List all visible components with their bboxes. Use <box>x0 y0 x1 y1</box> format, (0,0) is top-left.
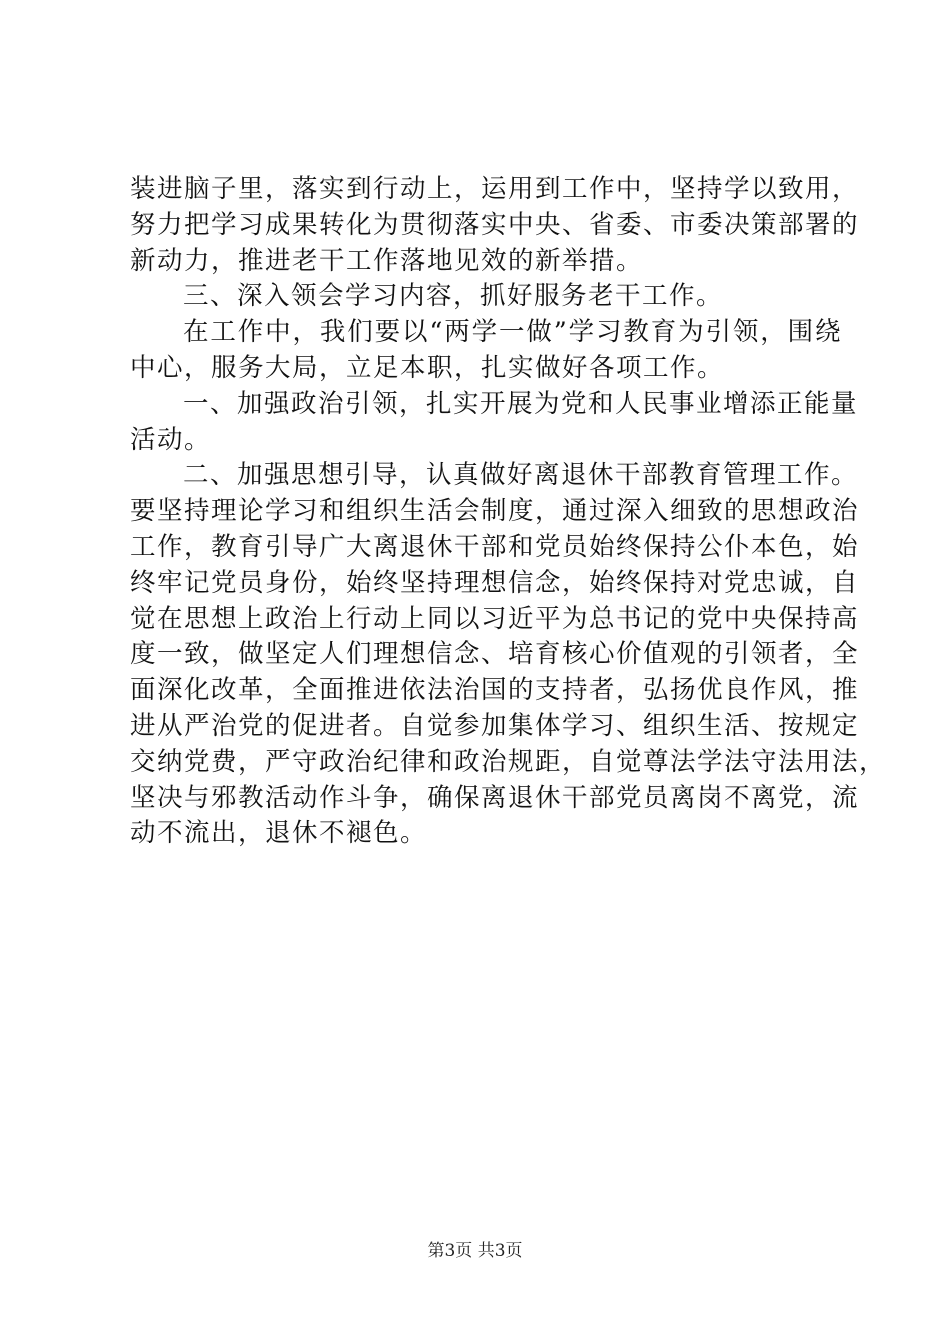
text-line: 一、加强政治引领，扎实开展为党和人民事业增添正能量 <box>183 388 859 419</box>
text-line: 终牢记党员身份，始终坚持理想信念，始终保持对党忠诚，自 <box>130 567 860 598</box>
page-footer <box>0 1240 950 1262</box>
text-line: 装进脑子里，落实到行动上，运用到工作中，坚持学以致用， <box>130 174 860 204</box>
text-line: 交纳党费，严守政治纪律和政治规距，自觉尊法学法守法用法， <box>130 746 887 777</box>
text-line: 三、深入领会学习内容，抓好服务老干工作。 <box>183 281 724 312</box>
text-line: 中心，服务大局，立足本职，扎实做好各项工作。 <box>130 352 725 383</box>
text-line: 动不流出，退休不褪色。 <box>130 818 428 849</box>
text-line: 二、加强思想引导，认真做好离退休干部教育管理工作。 <box>183 460 859 491</box>
text-line: 要坚持理论学习和组织生活会制度，通过深入细致的思想政治 <box>130 496 860 527</box>
text-line: 工作，教育引导广大离退休干部和党员始终保持公仆本色，始 <box>130 531 860 562</box>
text-line: 活动。 <box>130 424 212 455</box>
text-line: 新动力，推进老干工作落地见效的新举措。 <box>130 245 644 276</box>
text-line: 努力把学习成果转化为贯彻落实中央、省委、市委决策部署的 <box>130 209 860 240</box>
text-line: 在工作中，我们要以“两学一做”学习教育为引领，围绕 <box>183 317 842 348</box>
text-line: 坚决与邪教活动作斗争，确保离退休干部党员离岗不离党，流 <box>130 782 860 813</box>
text-line: 度一致，做坚定人们理想信念、培育核心价值观的引领者，全 <box>130 639 860 670</box>
body-text <box>130 172 887 852</box>
text-line: 面深化改革，全面推进依法治国的支持者，弘扬优良作风，推 <box>130 675 860 706</box>
text-line: 觉在思想上政治上行动上同以习近平为总书记的党中央保持高 <box>130 603 860 634</box>
page-number: 第3页 共3页 <box>427 1241 523 1261</box>
text-line: 进从严治党的促进者。自觉参加集体学习、组织生活、按规定 <box>130 710 860 741</box>
